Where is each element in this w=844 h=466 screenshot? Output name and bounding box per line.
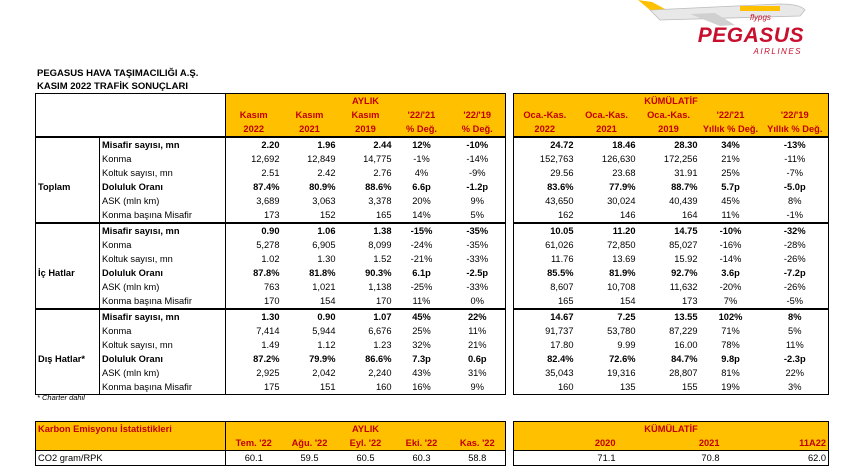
cumulative-value: 43,650 — [514, 194, 576, 208]
cumulative-value: 160 — [514, 380, 576, 395]
column-header: Kasım — [226, 108, 282, 122]
cumulative-value: -1% — [762, 208, 829, 223]
corner-cell — [36, 108, 100, 122]
row-label: Doluluk Oranı — [100, 180, 226, 194]
monthly-value: 2.76 — [373, 167, 392, 178]
monthly-value: 1.12 — [317, 339, 336, 350]
monthly-value: 6.1p — [412, 267, 431, 278]
cumulative-value: 53,780 — [607, 325, 636, 336]
cumulative-value: 7.25 — [576, 309, 638, 324]
corner-cell — [100, 94, 226, 109]
section-cell — [36, 166, 100, 180]
spacer — [506, 338, 514, 352]
column-header: Yıllık % Değ. — [762, 122, 829, 137]
column-header: '22/'21 — [394, 108, 450, 122]
monthly-value: 5,278 — [226, 238, 282, 252]
traffic-table — [35, 93, 829, 395]
monthly-value: 6.6p — [412, 181, 431, 192]
column-header: Yıllık % Değ. — [700, 122, 762, 137]
monthly-value: 11% — [394, 294, 450, 309]
monthly-value: 4% — [414, 167, 429, 178]
brand-name: PEGASUS — [697, 24, 804, 47]
carbon-yearly-value: 70.8 — [618, 451, 722, 466]
cumulative-value: 152,763 — [514, 152, 576, 166]
cumulative-value: 34% — [700, 137, 762, 152]
cumulative-value: 8% — [762, 309, 829, 324]
monthly-value: 1,138 — [368, 281, 392, 292]
monthly-value: -2.5p — [450, 266, 506, 280]
carbon-yearly-value: 71.1 — [514, 451, 618, 466]
cumulative-value: 28.30 — [638, 137, 700, 152]
cumulative-value: 146 — [576, 208, 638, 223]
spacer — [506, 436, 514, 451]
cumulative-value: 25% — [721, 167, 740, 178]
row-label: ASK (mln km) — [100, 194, 226, 208]
section-cell — [36, 338, 100, 352]
spacer — [506, 280, 514, 294]
cumulative-value: 9.99 — [617, 339, 636, 350]
cumulative-value: -13% — [762, 137, 829, 152]
corner-cell — [100, 122, 226, 137]
column-header: 2021 — [282, 122, 338, 137]
monthly-value: -35% — [450, 238, 506, 252]
monthly-value: -25% — [410, 281, 433, 292]
cumulative-value: 164 — [638, 208, 700, 223]
spacer — [506, 366, 514, 380]
monthly-value: 11% — [450, 324, 506, 338]
cumulative-value: 40,439 — [669, 195, 698, 206]
cumulative-value: 11.20 — [576, 223, 638, 238]
cumulative-value: 8,607 — [514, 280, 576, 294]
cumulative-value: 15.92 — [674, 253, 698, 264]
monthly-value: 32% — [412, 339, 431, 350]
section-cell — [36, 294, 100, 309]
cumulative-value: 78% — [721, 339, 740, 350]
section-label: Dış Hatlar* — [36, 352, 100, 366]
monthly-value: 87.2% — [226, 352, 282, 366]
row-label: Koltuk sayısı, mn — [100, 252, 226, 266]
monthly-value: 12,849 — [307, 153, 336, 164]
cumulative-value: -7% — [762, 166, 829, 180]
monthly-value: 1,021 — [312, 281, 336, 292]
column-header: 2022 — [226, 122, 282, 137]
spacer — [506, 380, 514, 395]
cumulative-value: 102% — [700, 309, 762, 324]
cumulative-value: -5.0p — [762, 180, 829, 194]
row-label: Koltuk sayısı, mn — [100, 166, 226, 180]
monthly-value: -35% — [450, 223, 506, 238]
section-cell — [36, 280, 100, 294]
monthly-value: 2.44 — [338, 137, 394, 152]
cumulative-value: -26% — [762, 252, 829, 266]
monthly-value: 7,414 — [226, 324, 282, 338]
spacer — [506, 451, 514, 466]
monthly-value: 9% — [450, 194, 506, 208]
cumulative-value: 22% — [762, 366, 829, 380]
monthly-value: -15% — [394, 223, 450, 238]
monthly-value: 0% — [450, 294, 506, 309]
monthly-value: 175 — [226, 380, 282, 395]
cumulative-value: 21% — [721, 153, 740, 164]
cumulative-value: 8% — [762, 194, 829, 208]
column-header: Oca.-Kas. — [576, 108, 638, 122]
monthly-value: 2,042 — [312, 367, 336, 378]
row-label: Misafir sayısı, mn — [100, 223, 226, 238]
report-title: KASIM 2022 TRAFİK SONUÇLARI — [37, 81, 188, 92]
cumulative-value: 19% — [700, 380, 762, 395]
monthly-value: 8,099 — [368, 239, 392, 250]
column-header: % Değ. — [450, 122, 506, 137]
spacer — [506, 324, 514, 338]
cumulative-value: -5% — [762, 294, 829, 309]
row-label: Konma başına Misafir — [100, 294, 226, 309]
monthly-value: 6,676 — [368, 325, 392, 336]
corner-cell — [100, 108, 226, 122]
section-cell — [36, 252, 100, 266]
cumulative-value: 30,024 — [607, 195, 636, 206]
monthly-value: -1% — [413, 153, 430, 164]
section-cell — [36, 238, 100, 252]
carbon-monthly-value: 59.5 — [282, 451, 338, 466]
carbon-blank — [36, 436, 226, 451]
spacer — [506, 137, 514, 152]
row-label: Doluluk Oranı — [100, 266, 226, 280]
cumulative-value: 5% — [762, 324, 829, 338]
cumulative-value: 18.46 — [576, 137, 638, 152]
cumulative-value: 28,807 — [669, 367, 698, 378]
cumulative-value: 71% — [721, 325, 740, 336]
monthly-value: -10% — [450, 137, 506, 152]
cumulative-value: 126,630 — [601, 153, 636, 164]
cumulative-value: 84.7% — [671, 353, 698, 364]
monthly-value: -24% — [410, 239, 433, 250]
cumulative-value: 81% — [721, 367, 740, 378]
section-cell — [36, 194, 100, 208]
carbon-month: Tem. '22 — [226, 436, 282, 451]
cumulative-value: 29.56 — [514, 166, 576, 180]
column-header: Kasım — [282, 108, 338, 122]
cumulative-value: -32% — [762, 223, 829, 238]
monthly-value: 763 — [226, 280, 282, 294]
spacer — [506, 166, 514, 180]
carbon-monthly-value: 60.3 — [394, 451, 450, 466]
monthly-value: 21% — [450, 338, 506, 352]
carbon-header-aylik: AYLIK — [226, 422, 506, 437]
spacer — [506, 422, 514, 437]
cumulative-value: -16% — [719, 239, 742, 250]
column-header: Oca.-Kas. — [638, 108, 700, 122]
monthly-value: -9% — [450, 166, 506, 180]
monthly-value: 1.49 — [226, 338, 282, 352]
monthly-value: 80.9% — [309, 181, 336, 192]
cumulative-value: 72,850 — [607, 239, 636, 250]
footnote: * Charter dahil — [37, 393, 85, 402]
carbon-header-kumulatif: KÜMÜLATİF — [514, 422, 829, 437]
cumulative-value: -7.2p — [762, 266, 829, 280]
header-kumulatif: KÜMÜLATİF — [514, 94, 829, 109]
carbon-title: Karbon Emisyonu İstatistikleri — [36, 422, 226, 437]
cumulative-value: 85,027 — [669, 239, 698, 250]
cumulative-value: 11.76 — [514, 252, 576, 266]
section-cell — [36, 208, 100, 223]
column-header: '22/'19 — [762, 108, 829, 122]
monthly-value: 1.96 — [282, 137, 338, 152]
carbon-monthly-value: 58.8 — [450, 451, 506, 466]
cumulative-value: -28% — [762, 238, 829, 252]
monthly-value: 90.3% — [365, 267, 392, 278]
cumulative-value: 155 — [638, 380, 700, 395]
cumulative-value: 17.80 — [514, 338, 576, 352]
column-header: '22/'19 — [450, 108, 506, 122]
monthly-value: 25% — [412, 325, 431, 336]
carbon-month: Eki. '22 — [394, 436, 450, 451]
cumulative-value: 72.6% — [609, 353, 636, 364]
spacer — [506, 94, 514, 109]
cumulative-value: 31.91 — [674, 167, 698, 178]
monthly-value: 0.90 — [282, 309, 338, 324]
cumulative-value: 173 — [638, 294, 700, 309]
monthly-value: 173 — [226, 208, 282, 223]
carbon-monthly-value: 60.1 — [226, 451, 282, 466]
row-label: Konma — [100, 238, 226, 252]
cumulative-value: 11% — [762, 338, 829, 352]
cumulative-value: 19,316 — [607, 367, 636, 378]
monthly-value: 45% — [394, 309, 450, 324]
monthly-value: -33% — [450, 280, 506, 294]
monthly-value: -21% — [410, 253, 433, 264]
monthly-value: 20% — [412, 195, 431, 206]
carbon-monthly-value: 60.5 — [338, 451, 394, 466]
cumulative-value: 14.75 — [638, 223, 700, 238]
monthly-value: 3,378 — [368, 195, 392, 206]
monthly-value: -33% — [450, 252, 506, 266]
cumulative-value: 77.9% — [609, 181, 636, 192]
monthly-value: 81.8% — [309, 267, 336, 278]
column-header: 2019 — [638, 122, 700, 137]
cumulative-value: 9.8p — [721, 353, 740, 364]
carbon-year: 11A22 — [722, 436, 829, 451]
cumulative-value: 3% — [762, 380, 829, 395]
monthly-value: 22% — [450, 309, 506, 324]
cumulative-value: 165 — [514, 294, 576, 309]
monthly-value: 9% — [450, 380, 506, 395]
monthly-value: 5,944 — [312, 325, 336, 336]
monthly-value: 12% — [394, 137, 450, 152]
monthly-value: 154 — [282, 294, 338, 309]
cumulative-value: 45% — [721, 195, 740, 206]
brand-sub: AIRLINES — [753, 47, 802, 56]
monthly-value: 1.30 — [317, 253, 336, 264]
cumulative-value: 5.7p — [721, 181, 740, 192]
spacer — [506, 223, 514, 238]
cumulative-value: 10,708 — [607, 281, 636, 292]
cumulative-value: 3.6p — [721, 267, 740, 278]
svg-text:flypgs: flypgs — [750, 13, 771, 22]
cumulative-value: 92.7% — [671, 267, 698, 278]
row-label: Konma başına Misafir — [100, 380, 226, 395]
cumulative-value: -26% — [762, 280, 829, 294]
spacer — [506, 352, 514, 366]
spacer — [506, 108, 514, 122]
monthly-value: 2.51 — [226, 166, 282, 180]
row-label: Konma — [100, 324, 226, 338]
monthly-value: 12,692 — [226, 152, 282, 166]
monthly-value: 1.30 — [226, 309, 282, 324]
row-label: Konma — [100, 152, 226, 166]
monthly-value: 1.02 — [226, 252, 282, 266]
carbon-month: Kas. '22 — [450, 436, 506, 451]
cumulative-value: 13.69 — [612, 253, 636, 264]
cumulative-value: 88.7% — [671, 181, 698, 192]
row-label: Doluluk Oranı — [100, 352, 226, 366]
spacer — [506, 122, 514, 137]
cumulative-value: 14.67 — [514, 309, 576, 324]
monthly-value: 31% — [450, 366, 506, 380]
column-header: 2022 — [514, 122, 576, 137]
company-name: PEGASUS HAVA TAŞIMACILIĞI A.Ş. — [37, 68, 199, 79]
monthly-value: 1.23 — [373, 339, 392, 350]
spacer — [506, 152, 514, 166]
monthly-value: 1.52 — [373, 253, 392, 264]
column-header: '22/'21 — [700, 108, 762, 122]
section-label: İç Hatlar — [36, 266, 100, 280]
spacer — [506, 294, 514, 309]
column-header: 2021 — [576, 122, 638, 137]
cumulative-value: 87,229 — [669, 325, 698, 336]
monthly-value: 152 — [282, 208, 338, 223]
monthly-value: -14% — [450, 152, 506, 166]
cumulative-value: 13.55 — [638, 309, 700, 324]
cumulative-value: 83.6% — [514, 180, 576, 194]
monthly-value: 86.6% — [365, 353, 392, 364]
monthly-value: 2,925 — [226, 366, 282, 380]
monthly-value: -1.2p — [450, 180, 506, 194]
carbon-yearly-value: 62.0 — [722, 451, 829, 466]
carbon-month: Ağu. '22 — [282, 436, 338, 451]
monthly-value: 6,905 — [312, 239, 336, 250]
cumulative-value: -20% — [719, 281, 742, 292]
monthly-value: 14,775 — [363, 153, 392, 164]
section-cell — [36, 309, 100, 324]
carbon-month: Eyl. '22 — [338, 436, 394, 451]
cumulative-value: -14% — [719, 253, 742, 264]
column-header: % Değ. — [394, 122, 450, 137]
spacer — [506, 309, 514, 324]
monthly-value: 79.9% — [309, 353, 336, 364]
carbon-year: 2020 — [514, 436, 618, 451]
monthly-value: 151 — [282, 380, 338, 395]
column-header: Oca.-Kas. — [514, 108, 576, 122]
monthly-value: 2.20 — [226, 137, 282, 152]
spacer — [506, 252, 514, 266]
section-cell — [36, 137, 100, 152]
monthly-value: 14% — [394, 208, 450, 223]
section-cell — [36, 152, 100, 166]
spacer — [506, 238, 514, 252]
monthly-value: 3,689 — [226, 194, 282, 208]
cumulative-value: 61,026 — [514, 238, 576, 252]
row-label: Misafir sayısı, mn — [100, 309, 226, 324]
monthly-value: 1.06 — [282, 223, 338, 238]
monthly-value: 160 — [338, 380, 394, 395]
header-aylik: AYLIK — [226, 94, 506, 109]
corner-cell — [36, 94, 100, 109]
cumulative-value: 162 — [514, 208, 576, 223]
monthly-value: 16% — [394, 380, 450, 395]
monthly-value: 88.6% — [365, 181, 392, 192]
cumulative-value: 11% — [700, 208, 762, 223]
row-label: ASK (mln km) — [100, 280, 226, 294]
section-cell — [36, 324, 100, 338]
cumulative-value: 11,632 — [669, 281, 698, 292]
cumulative-value: 81.9% — [609, 267, 636, 278]
spacer — [506, 208, 514, 223]
spacer — [506, 180, 514, 194]
monthly-value: 0.6p — [450, 352, 506, 366]
carbon-year: 2021 — [618, 436, 722, 451]
monthly-value: 170 — [338, 294, 394, 309]
cumulative-value: 16.00 — [674, 339, 698, 350]
cumulative-value: 135 — [576, 380, 638, 395]
cumulative-value: 85.5% — [514, 266, 576, 280]
monthly-value: 87.4% — [226, 180, 282, 194]
monthly-value: 1.07 — [338, 309, 394, 324]
monthly-value: 2,240 — [368, 367, 392, 378]
cumulative-value: 7% — [700, 294, 762, 309]
section-label: Toplam — [36, 180, 100, 194]
carbon-row-label: CO2 gram/RPK — [36, 451, 226, 466]
cumulative-value: -11% — [762, 152, 829, 166]
column-header: Kasım — [338, 108, 394, 122]
cumulative-value: 82.4% — [514, 352, 576, 366]
row-label: ASK (mln km) — [100, 366, 226, 380]
monthly-value: 2.42 — [317, 167, 336, 178]
cumulative-value: -10% — [700, 223, 762, 238]
cumulative-value: 35,043 — [514, 366, 576, 380]
column-header: 2019 — [338, 122, 394, 137]
spacer — [506, 194, 514, 208]
spacer — [506, 266, 514, 280]
row-label: Koltuk sayısı, mn — [100, 338, 226, 352]
monthly-value: 0.90 — [226, 223, 282, 238]
section-cell — [36, 223, 100, 238]
monthly-value: 165 — [338, 208, 394, 223]
carbon-table — [35, 421, 829, 466]
cumulative-value: 172,256 — [663, 153, 698, 164]
cumulative-value: 154 — [576, 294, 638, 309]
monthly-value: 1.38 — [338, 223, 394, 238]
cumulative-value: 91,737 — [514, 324, 576, 338]
monthly-value: 7.3p — [412, 353, 431, 364]
cumulative-value: -2.3p — [762, 352, 829, 366]
monthly-value: 5% — [450, 208, 506, 223]
corner-cell — [36, 122, 100, 137]
monthly-value: 3,063 — [312, 195, 336, 206]
monthly-value: 87.8% — [226, 266, 282, 280]
monthly-value: 43% — [412, 367, 431, 378]
cumulative-value: 10.05 — [514, 223, 576, 238]
monthly-value: 170 — [226, 294, 282, 309]
row-label: Konma başına Misafir — [100, 208, 226, 223]
row-label: Misafir sayısı, mn — [100, 137, 226, 152]
cumulative-value: 23.68 — [612, 167, 636, 178]
section-cell — [36, 366, 100, 380]
cumulative-value: 24.72 — [514, 137, 576, 152]
